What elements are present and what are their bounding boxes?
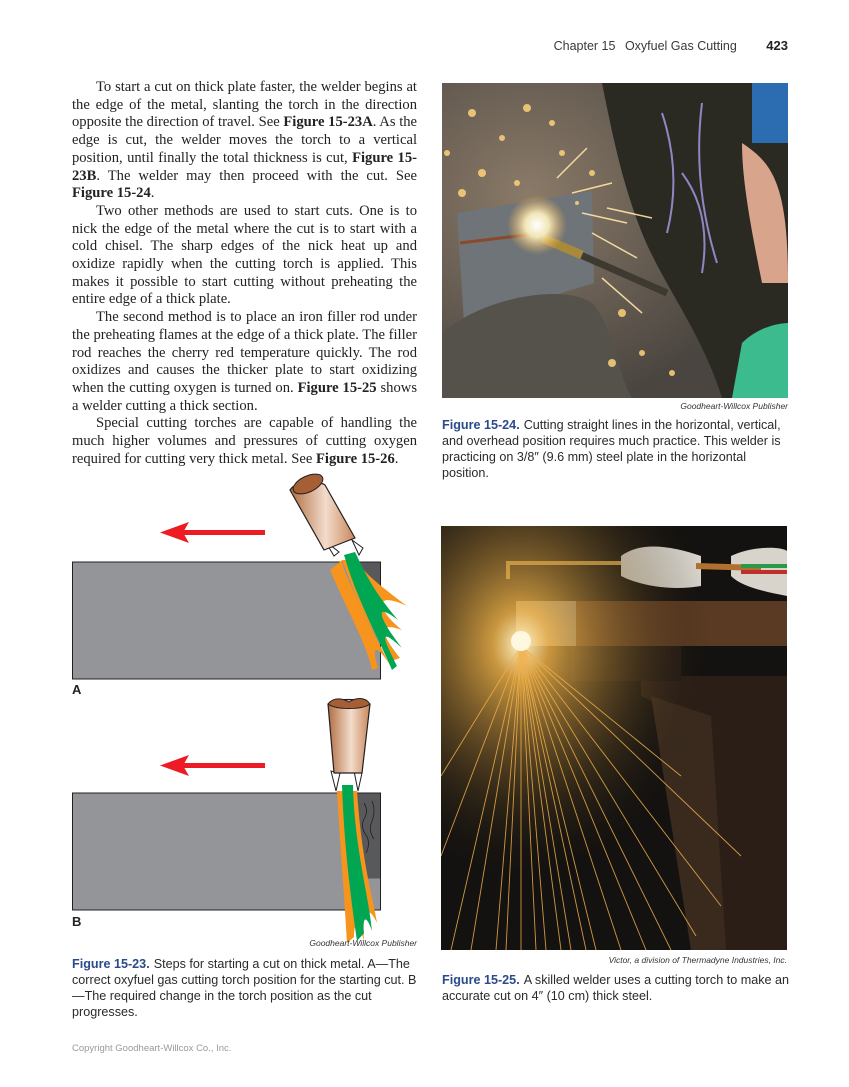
direction-arrow-icon bbox=[160, 755, 265, 776]
paragraph-text: The second method is to place an iron filler rod under the preheating flames at the edge of a thick plate. The filler rod reaches the cherry red temperature quickly. The rod oxidizes and causes the thicker plate to start oxidizing when the cutting oxygen is turned on. bbox=[72, 309, 417, 396]
metal-plate bbox=[73, 793, 381, 910]
running-head bbox=[554, 38, 788, 53]
figure-15-23-caption-text: Steps for starting a cut on thick metal. A—The correct oxyfuel gas cutting torch position for the starting cut. B—The required change in the torch position as the cut progresses. bbox=[72, 957, 417, 1019]
torch-tip-icon bbox=[328, 699, 370, 792]
body-text-column bbox=[72, 79, 417, 468]
figure-reference: Figure 15-23B bbox=[72, 149, 417, 184]
figure-reference: Figure 15-25 bbox=[297, 379, 377, 396]
figure-15-24-credit: Goodheart-Willcox Publisher bbox=[680, 401, 788, 411]
panel-b-label-text: B bbox=[72, 914, 82, 929]
paragraph-text: Two other methods are used to start cuts. One is to nick the edge of the metal where the cut is to start with a cold chisel. The sharp edges of the nick heat up and oxidize rapidly when the cutting torch is applied. This makes it possible to start cutting without preheating the entire edge of a thick plate. bbox=[72, 202, 417, 308]
figure-15-24-caption-text: Cutting straight lines in the horizontal, vertical, and overhead position requires much practice. This welder is practicing on 3/8″ (9.6 mm) steel plate in the horizontal position. bbox=[442, 418, 781, 480]
figure-15-25-photo bbox=[441, 526, 787, 950]
figure-reference: Figure 15-24 bbox=[72, 185, 151, 202]
panel-b bbox=[73, 699, 381, 944]
figure-15-24-caption bbox=[442, 417, 792, 481]
body-paragraph bbox=[72, 203, 417, 309]
figure-15-23-number: Figure 15-23. bbox=[72, 957, 150, 971]
page-number: 423 bbox=[766, 38, 788, 53]
chapter-title: Oxyfuel Gas Cutting bbox=[624, 39, 737, 53]
paragraph-text: Special cutting torches are capable of handling the much higher volumes and pressures of cutting oxygen required for cutting very thick metal. See bbox=[72, 415, 417, 467]
paragraph-text: . bbox=[150, 185, 155, 202]
torch-position-diagram bbox=[72, 460, 418, 950]
paragraph-text: . The welder may then proceed with the cut. See bbox=[96, 167, 417, 184]
copyright-footer: Copyright Goodheart-Willcox Co., Inc. bbox=[72, 1043, 232, 1054]
figure-15-23-credit: Goodheart-Willcox Publisher bbox=[309, 938, 417, 948]
chapter-number: Chapter 15 bbox=[553, 39, 616, 53]
figure-reference: Figure 15-26 bbox=[315, 450, 395, 467]
paragraph-text: shows a welder cutting a thick section. bbox=[72, 379, 417, 414]
figure-15-23 bbox=[72, 460, 418, 950]
body-paragraph bbox=[72, 309, 417, 415]
figure-15-25-caption-text: A skilled welder uses a cutting torch to make an accurate cut on 4″ (10 cm) thick steel. bbox=[442, 973, 790, 1003]
body-paragraph bbox=[72, 79, 417, 203]
torch-tip-icon bbox=[290, 470, 363, 556]
figure-15-25-caption bbox=[442, 972, 792, 1004]
figure-15-24-photo bbox=[442, 83, 788, 398]
paragraph-text: . bbox=[394, 450, 399, 467]
figure-15-24-number: Figure 15-24. bbox=[442, 418, 520, 432]
direction-arrow-icon bbox=[160, 522, 265, 543]
panel-a bbox=[73, 470, 408, 679]
figure-15-25-credit: Victor, a division of Thermadyne Industries, Inc. bbox=[608, 955, 787, 965]
figure-15-25-number: Figure 15-25. bbox=[442, 973, 520, 987]
figure-15-23-caption bbox=[72, 956, 418, 1020]
paragraph-text: . As the edge is cut, the welder moves the torch to a vertical position, until finally the total thickness is cut, bbox=[72, 114, 418, 166]
paragraph-text: To start a cut on thick plate faster, the welder begins at the edge of the metal, slanting the torch in the direction opposite the direction of travel. See bbox=[72, 79, 417, 131]
panel-a-label-text: A bbox=[72, 682, 82, 697]
figure-reference: Figure 15-23A bbox=[283, 114, 373, 131]
